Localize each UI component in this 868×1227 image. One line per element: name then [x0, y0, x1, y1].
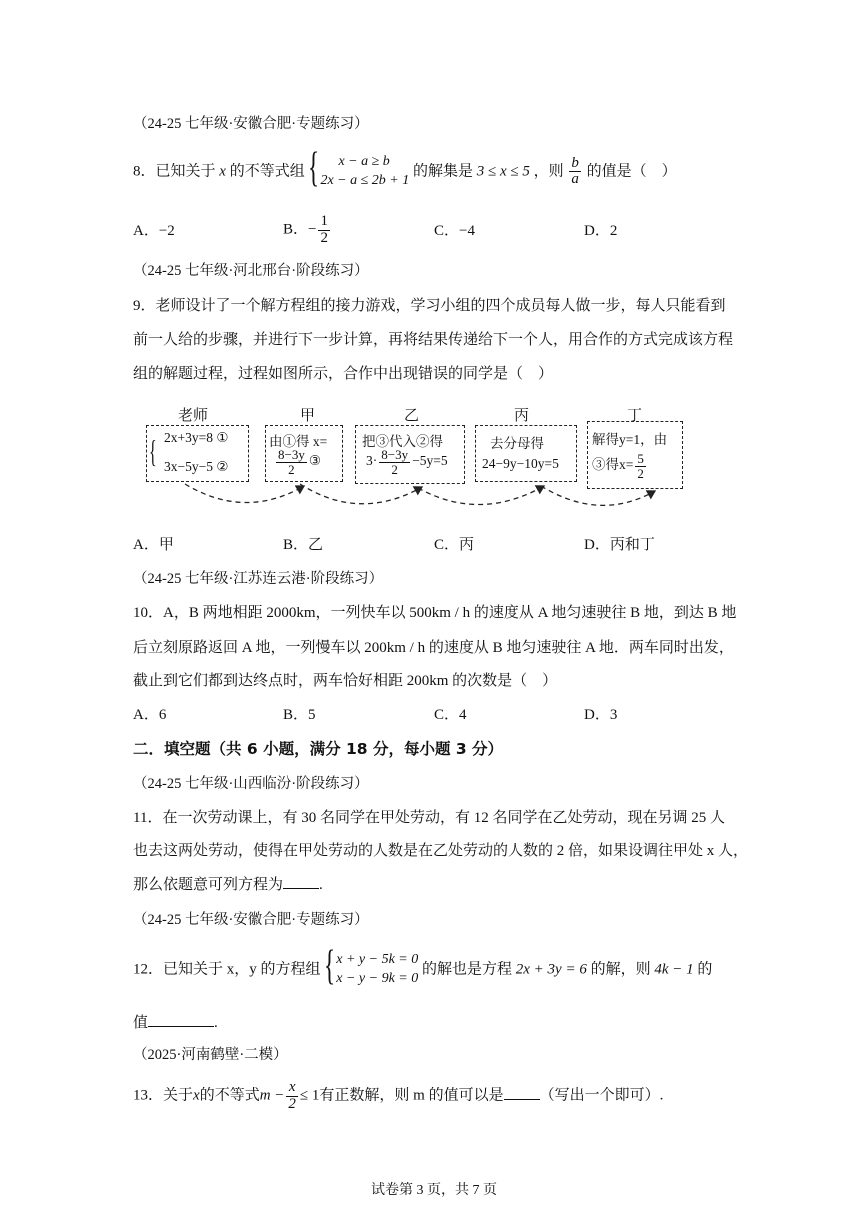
q13-tail: （写出一个即可）.	[539, 1087, 664, 1104]
q9-source: （24-25 七年级·河北邢台·阶段练习）	[133, 263, 369, 279]
frac-num: 8−3y	[381, 447, 409, 462]
frac-num: 5	[637, 451, 644, 466]
bing-step: 去分母得	[490, 436, 544, 451]
q13-mid2: 有正数解，则 m 的值可以是	[319, 1087, 504, 1104]
frac-num: 8−3y	[278, 447, 305, 462]
q12-tail: 的	[697, 961, 713, 978]
q8-mid3: ，则	[533, 163, 564, 180]
answer-blank[interactable]	[148, 1025, 214, 1027]
q11-source: （24-25 七年级·山西临汾·阶段练习）	[133, 776, 369, 792]
q12-mid: 的解也是方程	[422, 961, 513, 978]
q12-stem	[133, 943, 713, 989]
option-label: B．	[283, 537, 309, 553]
answer-blank[interactable]	[504, 1098, 540, 1100]
q9-option-b[interactable]	[283, 536, 323, 555]
q11-prefix: 那么依题意可列方程为	[133, 877, 284, 893]
q8-sys-row1: x − a ≥ b	[338, 154, 390, 169]
q10-source: （24-25 七年级·江苏连云港·阶段练习）	[133, 571, 384, 587]
arrow-bing-to-ding	[541, 486, 655, 505]
q8-var-x: x	[219, 163, 226, 180]
q8-frac-num: b	[571, 154, 579, 171]
q12-source: （24-25 七年级·安徽合肥·专题练习）	[133, 912, 369, 928]
q12-equation: 2x + 3y = 6	[515, 961, 587, 978]
option-value: 甲	[158, 537, 174, 553]
q10-line2: 后立刻原路返回 A 地，一列慢车以 200km / h 的速度从 B 地匀速驶往 A 地．两车同时出发，	[133, 640, 734, 656]
q10-line1: 10．A，B 两地相距 2000km，一列快车以 500km / h 的速度从 A 地匀速驶往 B 地，到达 B 地	[133, 605, 737, 621]
q11-line2: 也去这两处劳动，使得在甲处劳动的人数是在乙处劳动的人数的 2 倍，如果设调往甲处 x 人，	[133, 843, 749, 859]
brace-icon: {	[324, 943, 336, 989]
option-label: D．	[584, 537, 610, 553]
q8-mid2: 的解集是	[413, 163, 474, 180]
teacher-eq2: 3x−5y−5 ②	[164, 459, 229, 474]
q12-line2	[133, 1014, 218, 1033]
q10-option-a[interactable]	[133, 706, 166, 725]
q9-option-c[interactable]	[434, 536, 474, 555]
label-jia: 甲	[300, 408, 316, 424]
frac-den: 2	[391, 461, 398, 477]
option-label: B．	[283, 707, 309, 723]
q12-line2-suffix: .	[214, 1015, 218, 1031]
option-label: D．	[584, 223, 610, 239]
frac-den: 2	[320, 229, 328, 246]
brace-icon: {	[308, 145, 320, 191]
q10-line3: 截止到它们都到达终点时，两车恰好相距 200km 的次数是（ ）	[133, 673, 558, 689]
arrow-teacher-to-jia	[185, 484, 304, 503]
q8-range: 3 ≤ x ≤ 5	[476, 163, 530, 180]
q8-frac-den: a	[571, 171, 579, 188]
q13-fraction	[286, 1080, 298, 1113]
option-value: 5	[308, 707, 316, 723]
yi-suffix: −5y=5	[412, 453, 448, 469]
frac-den: 2	[288, 1095, 296, 1112]
bing-eq: 24−9y−10y=5	[482, 456, 559, 471]
jia-step: 由①得 x=	[269, 434, 328, 449]
q9-option-d[interactable]	[584, 536, 655, 555]
q13-ineq: ≤ 1	[299, 1087, 320, 1104]
jia-mark: ③	[308, 453, 321, 469]
ding-step: 解得y=1，由	[592, 432, 668, 447]
option-label: C．	[434, 223, 460, 239]
option-value: 丙	[459, 537, 475, 553]
q11-suffix: .	[319, 877, 323, 893]
q10-option-d[interactable]	[584, 706, 617, 725]
q12-prefix: 12．已知关于 x，y 的方程组	[133, 961, 321, 978]
q13-source: （2025·河南鹤壁·二模）	[133, 1047, 288, 1063]
q9-line2: 前一人给的步骤，并进行下一步计算，再将结果传递给下一个人，用合作的方式完成该方程	[133, 332, 734, 348]
q12-expression: 4k − 1	[654, 961, 694, 978]
option-label: A．	[133, 707, 159, 723]
q12-mid2: 的解，则	[590, 961, 651, 978]
q13-prefix: 13．关于	[133, 1087, 194, 1104]
q8-prefix: 8．已知关于	[133, 163, 216, 180]
option-value: 4	[459, 707, 467, 723]
option-label: C．	[434, 537, 460, 553]
section-heading: 二．填空题（共 6 小题，满分 18 分，每小题 3 分）	[133, 740, 504, 758]
q11-line3	[133, 876, 323, 895]
q10-option-b[interactable]	[283, 706, 316, 725]
q9-line3: 组的解题过程，过程如图所示，合作中出现错误的同学是（ ）	[133, 366, 554, 382]
q13-stem	[133, 1080, 663, 1113]
option-value: 乙	[308, 537, 324, 553]
option-label: A．	[133, 537, 159, 553]
label-ding: 丁	[627, 408, 643, 424]
label-bing: 丙	[514, 408, 530, 424]
option-value: −2	[158, 223, 175, 239]
page-footer: 试卷第 3 页，共 7 页	[371, 1183, 497, 1198]
q13-mid1: 的不等式	[199, 1087, 260, 1104]
ding-prefix: ③得x=	[592, 457, 634, 473]
label-yi: 乙	[404, 408, 420, 424]
q8-tail: 的值是（ ）	[586, 163, 677, 180]
arrow-yi-to-bing	[418, 486, 544, 505]
q9-line1: 9．老师设计了一个解方程组的接力游戏，学习小组的四个成员每人做一步，每人只能看到	[133, 298, 726, 314]
q11-line1: 11．在一次劳动课上，有 30 名同学在甲处劳动，有 12 名同学在乙处劳动，现在另调 25 人	[133, 810, 725, 826]
q8-source: （24-25 七年级·安徽合肥·专题练习）	[133, 116, 369, 132]
q8-mid1: 的不等式组	[229, 163, 305, 180]
option-value: 6	[158, 707, 167, 723]
q13-m: m −	[259, 1087, 285, 1104]
q8-sys-row2: 2x − a ≤ 2b + 1	[320, 172, 410, 188]
option-label: A．	[133, 223, 159, 239]
option-value: 3	[609, 707, 618, 723]
q12-equation-system	[324, 943, 419, 989]
arrow-jia-to-yi	[300, 484, 422, 504]
frac-num: x	[286, 1080, 298, 1097]
q12-line2-prefix: 值	[133, 1015, 149, 1031]
teacher-eq1: 2x+3y=8 ①	[164, 430, 229, 445]
option-value: 丙和丁	[609, 537, 655, 553]
frac-den: 2	[288, 461, 295, 477]
frac-num: 1	[320, 213, 328, 229]
answer-blank[interactable]	[283, 887, 319, 889]
option-value-sign: −	[308, 221, 317, 238]
yi-prefix: 3·	[366, 453, 378, 469]
q9-option-a[interactable]	[133, 536, 174, 555]
frac-den: 2	[637, 465, 644, 481]
brace-icon: {	[149, 433, 157, 469]
q13-var-x: x	[193, 1087, 200, 1104]
option-label: D．	[584, 707, 610, 723]
yi-step: 把③代入②得	[362, 434, 443, 449]
q10-option-c[interactable]	[434, 706, 467, 725]
option-value: 2	[609, 223, 618, 239]
option-label: C．	[434, 707, 460, 723]
option-value: −4	[459, 223, 475, 239]
option-label: B．	[283, 221, 309, 238]
q12-sys-row1: x + y − 5k = 0	[336, 952, 419, 967]
label-teacher: 老师	[178, 408, 209, 424]
q12-sys-row2: x − y − 9k = 0	[336, 970, 419, 986]
